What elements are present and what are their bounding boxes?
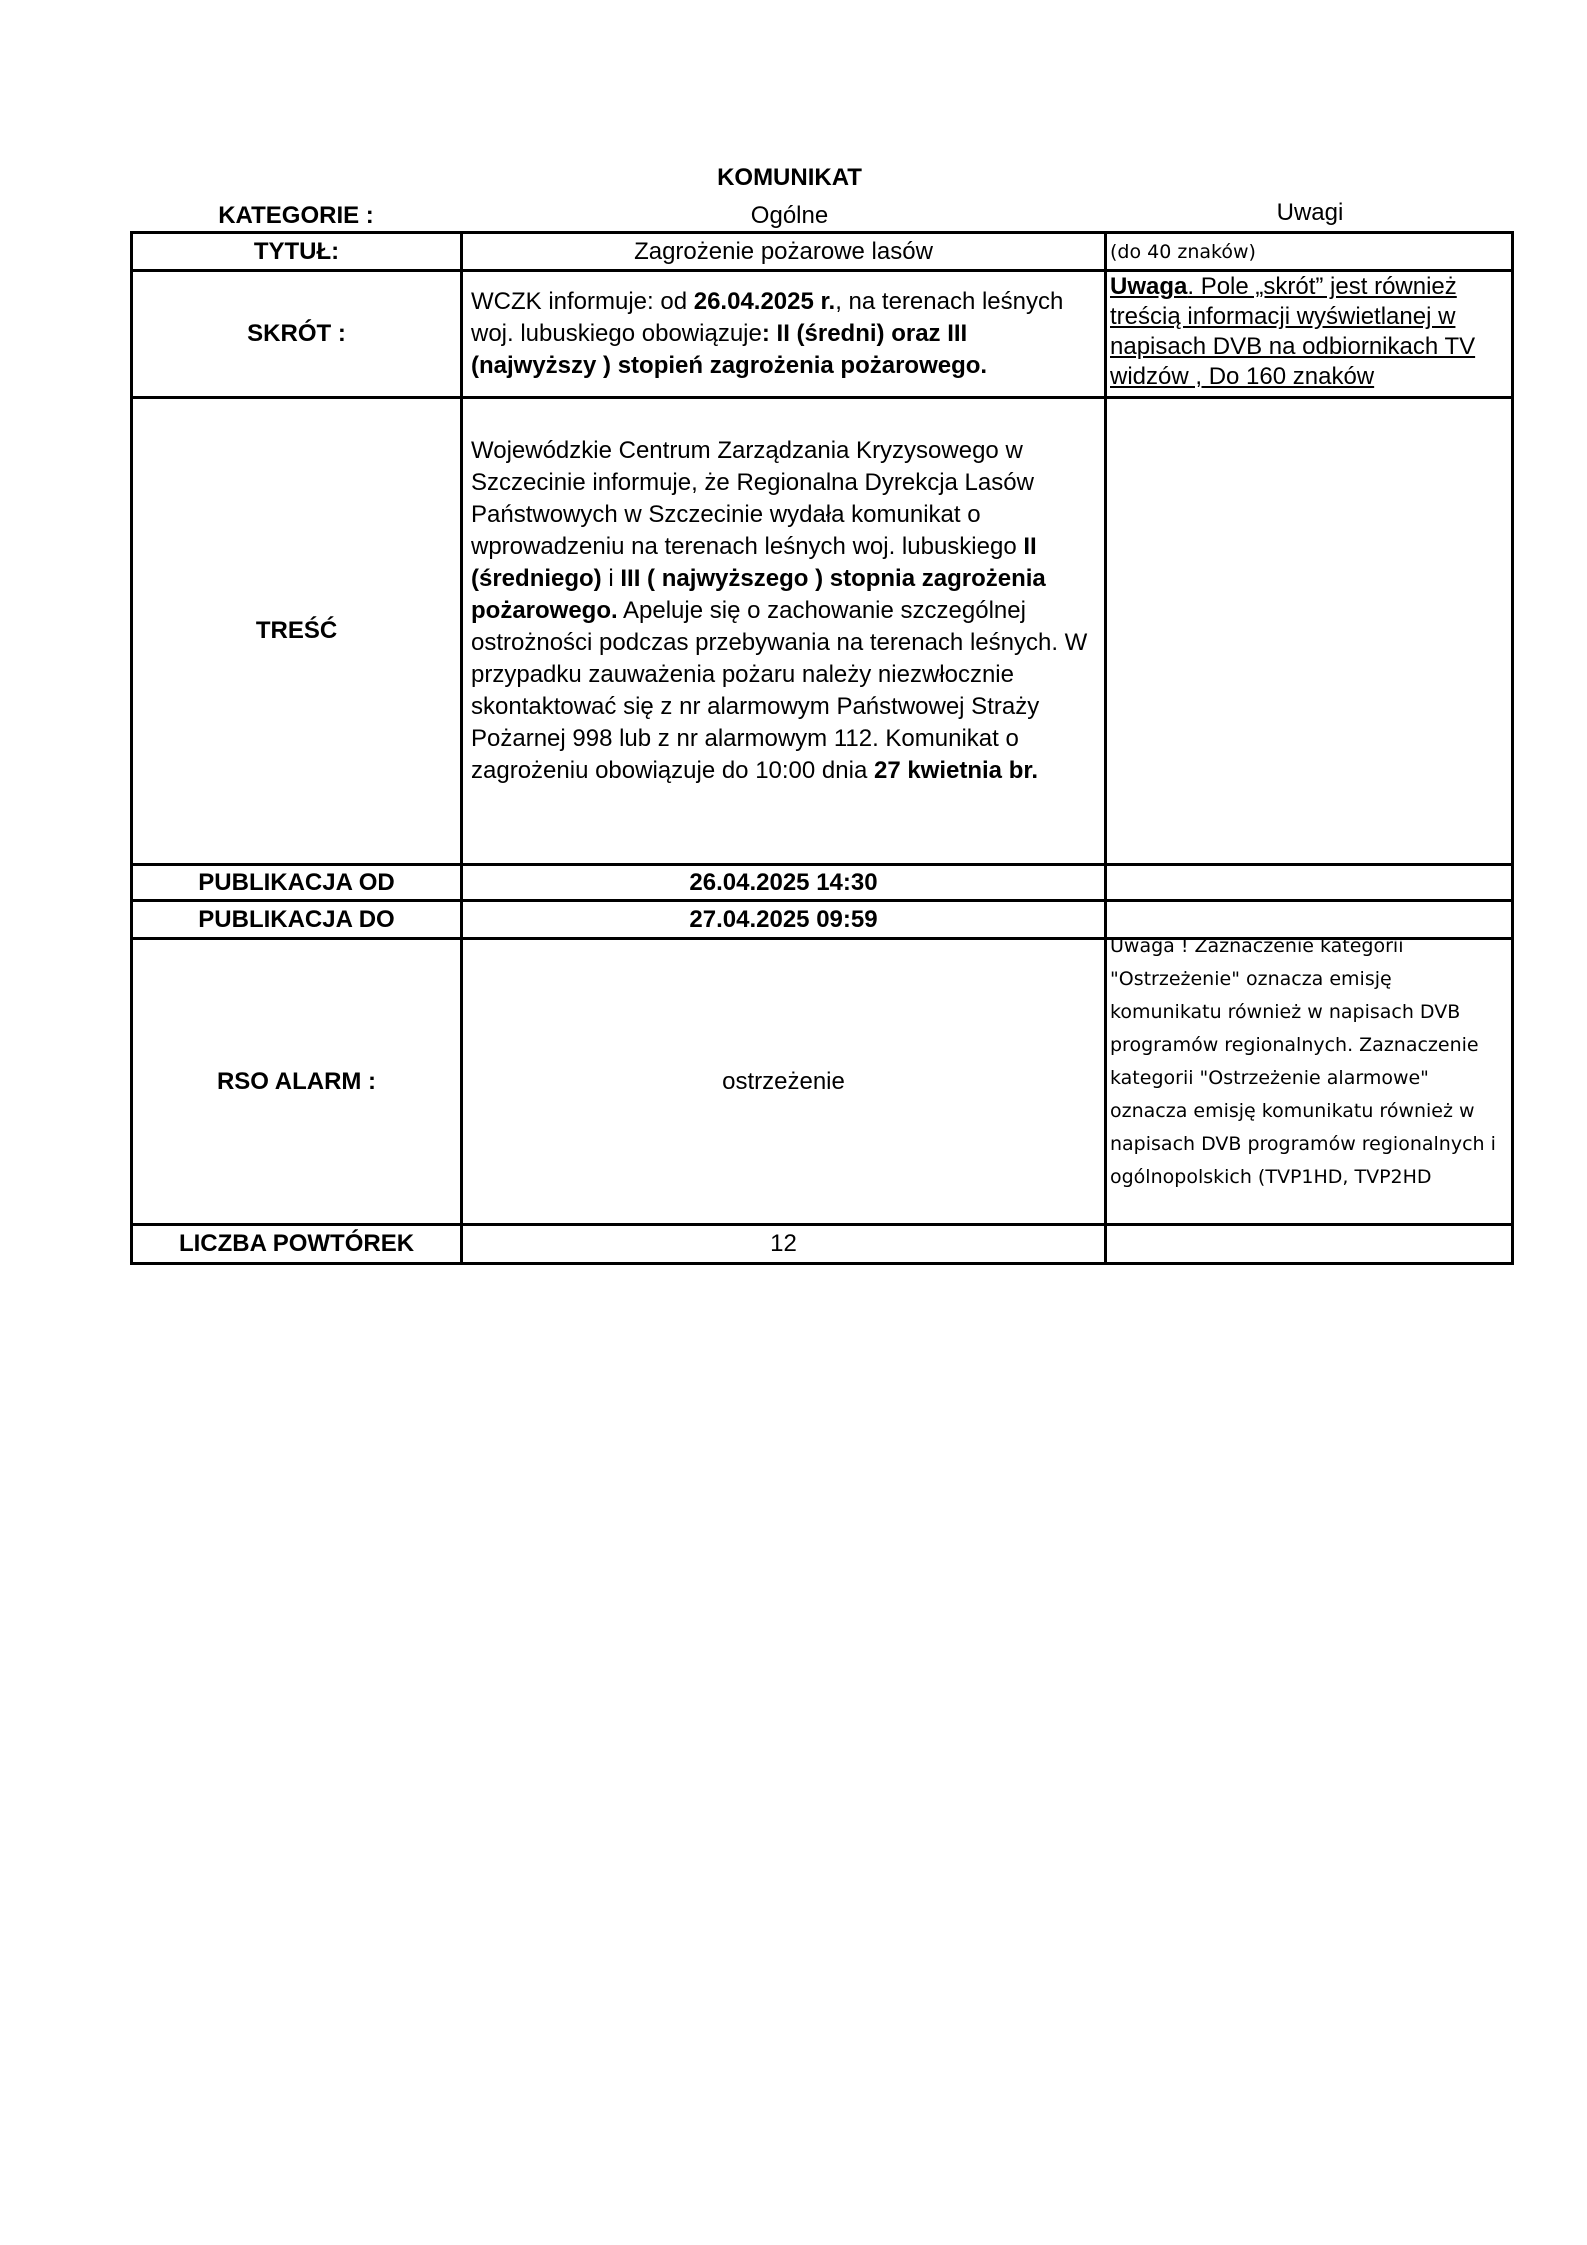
kategorie-label: KATEGORIE : — [218, 202, 374, 229]
rso-alarm-note-text: Uwaga ! Zaznaczenie kategorii "Ostrzeżenie" oznacza emisję komunikatu również w napisach DVB programów regionalnych. Zaznaczenie kategorii "Ostrzeżenie alarmowe" oznacza emisję komunikatu również w napisach DVB programów regionalnych i ogólnopolskich (TVP1HD, TVP2HD — [1110, 935, 1496, 1188]
tresc-value — [463, 399, 1104, 863]
skrot-note-text: . Pole „skrót” jest również treścią informacji wyświetlanej w napisach DVB na odbiornikach TV widzów , Do 160 znaków — [1110, 273, 1476, 390]
publikacja-od-value: 26.04.2025 14:30 — [689, 868, 878, 896]
document-title: KOMUNIKAT — [717, 164, 862, 191]
publikacja-do-label: PUBLIKACJA DO — [198, 905, 395, 933]
tresc-text-3: Apeluje się o zachowanie szczególnej ostrożności podczas przebywania na terenach leśnych. W przypadku zauważenia pożaru należy niezwłocznie skontaktować się z nr alarmowym Państwowej Straży Pożarnej 998 lub z nr alarmowym 112. Komunikat o zagrożeniu obowiązuje do 10:00 dnia — [471, 597, 1088, 784]
publikacja-od-label: PUBLIKACJA OD — [198, 868, 395, 896]
skrot-degrees: : II (średni) oraz III (najwyższy ) stopień zagrożenia pożarowego. — [471, 320, 988, 379]
skrot-date: 26.04.2025 r. — [693, 288, 836, 315]
skrot-text-2: , na terenach leśnych woj. lubuskiego obowiązuje — [471, 288, 1064, 347]
tresc-end-date: 27 kwietnia br. — [873, 757, 1039, 784]
liczba-powtorek-label: LICZBA POWTÓREK — [178, 1230, 415, 1257]
tytul-value: Zagrożenie pożarowe lasów — [634, 237, 933, 265]
tresc-degree-2: II (średniego) — [471, 533, 1037, 592]
rso-alarm-note — [1110, 930, 1508, 1223]
tytul-label: TYTUŁ: — [253, 237, 340, 265]
column-divider — [1104, 231, 1107, 1265]
tytul-note: (do 40 znaków) — [1110, 240, 1256, 263]
kategorie-value: Ogólne — [750, 202, 829, 229]
publikacja-do-value: 27.04.2025 09:59 — [689, 905, 878, 933]
skrot-text-1: WCZK informuje: od — [471, 288, 694, 315]
rso-alarm-label: RSO ALARM : — [216, 1067, 377, 1095]
rso-alarm-value: ostrzeżenie — [722, 1067, 845, 1095]
skrot-value — [463, 272, 1104, 396]
tresc-text-1: Wojewódzkie Centrum Zarządzania Kryzysowego w Szczecinie informuje, że Regionalna Dyrekcja Lasów Państwowych w Szczecinie wydała komunikat o wprowadzeniu na terenach leśnych woj. lubuskiego — [471, 437, 1034, 560]
tresc-text-2: i — [601, 565, 621, 592]
liczba-powtorek-value: 12 — [770, 1230, 797, 1257]
skrot-note — [1110, 272, 1510, 396]
tresc-degree-3: III ( najwyższego ) stopnia zagrożenia pożarowego. — [471, 565, 1046, 624]
tresc-label: TREŚĆ — [255, 617, 338, 644]
skrot-note-uwaga: Uwaga — [1110, 273, 1188, 300]
table-border-bottom — [130, 1262, 1514, 1265]
uwagi-header: Uwagi — [1276, 199, 1344, 226]
skrot-label: SKRÓT : — [247, 320, 346, 347]
table-border-right — [1511, 231, 1514, 1265]
